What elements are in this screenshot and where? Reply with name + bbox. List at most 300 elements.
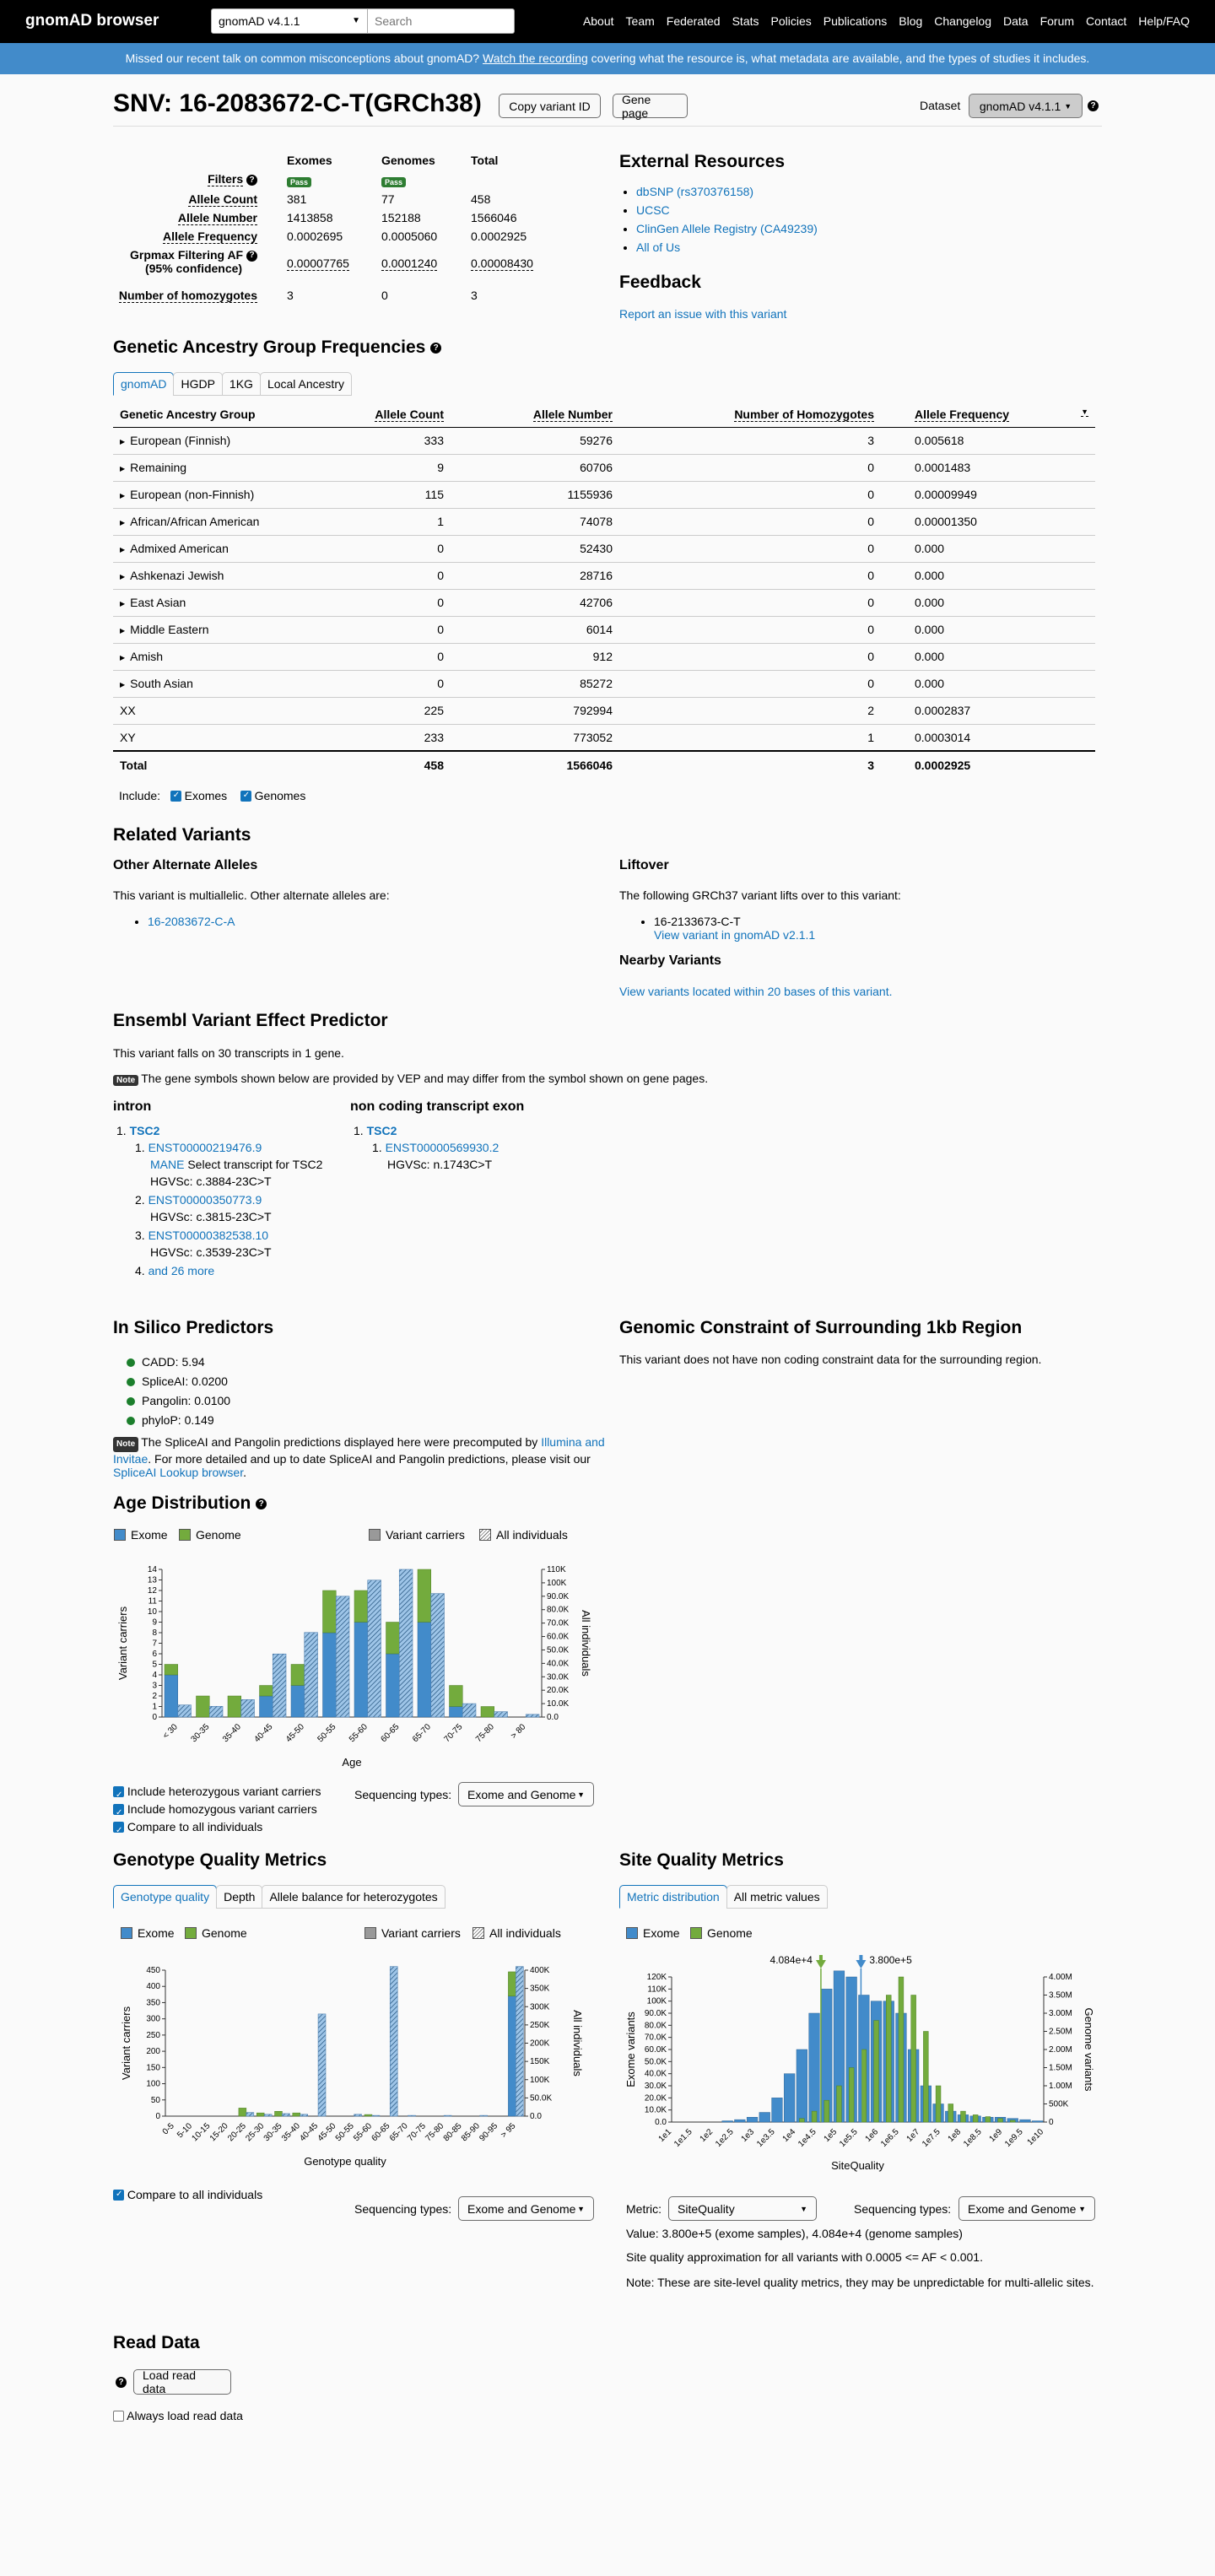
y-tick-label: 30.0K <box>644 2082 667 2091</box>
legend-label: All individuals <box>496 1528 568 1542</box>
report-issue-link[interactable]: Report an issue with this variant <box>619 307 787 321</box>
cell-af: 0.000 <box>881 535 1095 562</box>
liftover-text: The following GRCh37 variant lifts over to this variant: <box>619 888 901 902</box>
y-tick-label: 150 <box>146 2063 160 2073</box>
nav-link-changelog[interactable]: Changelog <box>934 14 992 28</box>
y-tick-label: 1 <box>152 1702 157 1712</box>
transcript-link[interactable]: ENST00000569930.2 <box>385 1141 500 1154</box>
grpmax-label-line1: Grpmax Filtering AF <box>130 248 244 262</box>
x-tick-label: 60-65 <box>379 1722 402 1745</box>
transcript-link[interactable]: ENST00000350773.9 <box>148 1193 262 1207</box>
vep-title: Ensembl Variant Effect Predictor <box>113 1011 388 1030</box>
gq-tabs <box>113 1885 445 1909</box>
x-tick-label: 55-60 <box>348 1722 370 1745</box>
y2-tick-label: 50.0K <box>530 2093 553 2103</box>
y2-axis-label: All individuals <box>571 2010 584 2076</box>
y-tick-label: 200 <box>146 2047 160 2057</box>
option-label: Compare to all individuals <box>127 1820 263 1833</box>
x-tick-label: < 30 <box>161 1722 180 1742</box>
dataset-dropdown-value: gnomAD v4.1.1 <box>979 99 1061 113</box>
intron-title: intron <box>113 1099 152 1114</box>
table-row[interactable] <box>113 427 1095 454</box>
illumina-link[interactable]: Illumina and Invitae <box>113 1435 605 1466</box>
y-tick-label: 110K <box>647 1985 667 1995</box>
search-input[interactable] <box>368 8 515 34</box>
x-tick-label: 1e9 <box>987 2127 1005 2144</box>
metric-select[interactable] <box>668 2196 817 2221</box>
grpmax-total: 0.00008430 <box>471 257 533 270</box>
related-variants-title: Related Variants <box>113 825 251 845</box>
col-allele-frequency[interactable] <box>881 402 1095 427</box>
nav-link-data[interactable]: Data <box>1003 14 1029 28</box>
expand-triangle-icon[interactable]: ▶ <box>120 654 126 662</box>
all-individuals-bar <box>480 2115 488 2116</box>
homozygotes-label <box>119 289 257 302</box>
ancestry-tabs <box>113 372 351 396</box>
x-tick-label: 45-50 <box>284 1722 306 1745</box>
tab-local-ancestry[interactable]: Local Ancestry <box>260 372 352 396</box>
clingen-link[interactable]: ClinGen Allele Registry (CA49239) <box>636 222 818 235</box>
exome-bar <box>735 2120 746 2122</box>
option-label: Include homozygous variant carriers <box>127 1802 317 1816</box>
table-row[interactable] <box>113 643 1095 670</box>
y2-tick-label: 50.0K <box>547 1645 570 1655</box>
liftover-variant: 16-2133673-C-T <box>654 915 741 928</box>
tab-metric-distribution[interactable]: Metric distribution <box>619 1885 727 1909</box>
gene-link-tsc2[interactable]: TSC2 <box>129 1124 160 1137</box>
y-tick-label: 100 <box>146 2079 160 2089</box>
exome-bar <box>759 2113 770 2122</box>
nearby-variants-link[interactable]: View variants located within 20 bases of this variant. <box>619 985 893 998</box>
age-options <box>113 1783 321 1836</box>
allele-frequency-exomes: 0.0002695 <box>287 230 343 243</box>
exome-bar <box>260 1696 273 1717</box>
pass-badge-exomes: Pass <box>287 177 311 187</box>
cell-an: 912 <box>451 643 619 670</box>
y-tick-label: 450 <box>146 1966 160 1975</box>
y-tick-label: 9 <box>152 1617 157 1628</box>
genome-bar <box>256 2113 264 2116</box>
y-tick-label: 120K <box>646 1973 667 1982</box>
dataset-select[interactable] <box>211 8 368 34</box>
x-axis-label: Genotype quality <box>304 2155 386 2168</box>
y-tick-label: 400 <box>146 1982 160 1992</box>
nav-link-contact[interactable]: Contact <box>1086 14 1127 28</box>
total-hom: 3 <box>619 751 881 778</box>
filters-label-text: Filters <box>208 172 244 186</box>
other-allele-link[interactable]: 16-2083672-C-A <box>148 915 235 928</box>
cell-af: 0.000 <box>881 616 1095 643</box>
include-filters <box>119 789 305 802</box>
col-exomes: Exomes <box>287 154 332 167</box>
y2-tick-label: 100K <box>530 2075 550 2085</box>
allele-count-genomes: 77 <box>381 192 395 206</box>
y-tick-label: 10 <box>147 1607 157 1617</box>
total-an: 1566046 <box>451 751 619 778</box>
gq-seq-select[interactable] <box>458 2196 594 2221</box>
cell-hom: 0 <box>619 589 881 616</box>
load-read-data-button[interactable]: Load read data <box>133 2369 231 2395</box>
help-icon[interactable]: ? <box>430 343 441 354</box>
y-tick-label: 0 <box>152 1713 157 1722</box>
genome-swatch <box>179 1529 191 1541</box>
y2-tick-label: 300K <box>530 2002 550 2012</box>
expand-triangle-icon[interactable]: ▶ <box>120 465 126 473</box>
table-row[interactable] <box>113 562 1095 589</box>
include-exomes-checkbox[interactable] <box>170 791 181 802</box>
mane-link[interactable]: MANE <box>150 1158 185 1171</box>
x-tick-label: > 80 <box>509 1722 528 1742</box>
nc-exon-list: 1. TSC2 1. ENST00000569930.2 HGVSc: n.1743C>T <box>354 1124 500 1171</box>
allele-count-total: 458 <box>471 192 491 206</box>
col-total: Total <box>471 154 499 167</box>
genome-bar <box>824 2100 829 2122</box>
exome-bar <box>796 2049 807 2122</box>
group-cell <box>113 616 316 643</box>
y-tick-label: 10.0K <box>644 2105 667 2115</box>
help-icon[interactable]: ? <box>246 251 257 262</box>
cell-an: 59276 <box>451 427 619 454</box>
x-tick-label: 35-40 <box>280 2121 302 2144</box>
y-tick-label: 300 <box>146 2014 160 2024</box>
note-badge: Note <box>113 1437 138 1452</box>
other-alleles-list <box>131 915 235 933</box>
y-tick-label: 5 <box>152 1660 157 1670</box>
compare-all-checkbox[interactable] <box>113 1822 124 1833</box>
group-cell <box>113 508 316 535</box>
group-cell <box>113 454 316 481</box>
cell-hom: 1 <box>619 724 881 751</box>
y-tick-label: 60.0K <box>644 2045 667 2055</box>
group-name: South Asian <box>130 677 193 690</box>
cell-ac: 225 <box>316 697 451 724</box>
ucsc-link[interactable]: UCSC <box>636 203 670 217</box>
nav-link-stats[interactable]: Stats <box>732 14 759 28</box>
all-individuals-bar <box>264 2114 272 2116</box>
y-tick-label: 0 <box>155 2112 160 2121</box>
cell-af: 0.0003014 <box>881 724 1095 751</box>
hom-carriers-checkbox[interactable] <box>113 1804 124 1815</box>
y-tick-label: 13 <box>147 1575 157 1585</box>
cadd-score: CADD: 5.94 <box>142 1355 205 1369</box>
genome-marker-label: 4.084e+4 <box>770 1954 813 1966</box>
top-navbar <box>0 0 1215 43</box>
allele-frequency-total: 0.0002925 <box>471 230 527 243</box>
cell-ac: 0 <box>316 616 451 643</box>
table-row[interactable] <box>113 535 1095 562</box>
y2-axis-label: Genome variants <box>1083 2007 1095 2092</box>
divider <box>113 126 1102 127</box>
all-individuals-bar <box>178 1705 192 1717</box>
gq-legend-carriers <box>364 1926 461 1940</box>
sq-approx-text: Site quality approximation for all variants with 0.0005 <= AF < 0.001. <box>626 2250 983 2264</box>
transcript-link[interactable]: ENST00000219476.9 <box>148 1141 262 1154</box>
option-label: Include heterozygous variant carriers <box>127 1785 321 1798</box>
external-resources-title: External Resources <box>619 152 786 171</box>
more-transcripts-link[interactable]: and 26 more <box>148 1264 215 1277</box>
sq-legend-genome <box>690 1926 753 1940</box>
gq-chart <box>113 1956 602 2175</box>
intron-list: 1. TSC2 1. ENST00000219476.9 MANE Select transcript for TSC2 HGVSc: c.3884-23C>T 2. ENST00000350773.9 HGVSc: c.3815-23C>T 3. ENST00000382538.10 HGVSc: c.3539-23C>T 4. and 26 more <box>116 1124 323 1277</box>
nav-link-publications[interactable]: Publications <box>823 14 888 28</box>
x-tick-label: 50-55 <box>316 1722 338 1745</box>
always-load <box>113 2409 243 2422</box>
cell-hom: 0 <box>619 670 881 697</box>
exome-marker-stem <box>859 1955 862 1962</box>
group-cell <box>113 643 316 670</box>
cell-ac: 233 <box>316 724 451 751</box>
genome-bar <box>849 2068 854 2123</box>
exome-bar <box>722 2121 733 2122</box>
exome-swatch <box>626 1927 638 1939</box>
exome-bar <box>418 1623 431 1718</box>
allele-number-label <box>178 211 257 224</box>
sq-title: Site Quality Metrics <box>619 1850 784 1870</box>
nav-link-team[interactable]: Team <box>625 14 655 28</box>
y2-tick-label: 1.00M <box>1049 2082 1072 2091</box>
include-genomes-checkbox[interactable] <box>240 791 251 802</box>
table-row <box>113 697 1095 724</box>
all-individuals-bar <box>408 2115 416 2116</box>
exome-bar <box>772 2098 783 2122</box>
dataset-select-value: gnomAD v4.1.1 <box>219 14 300 28</box>
compare-all-checkbox[interactable] <box>113 2190 124 2201</box>
banner-text: Missed our recent talk on common misconceptions about gnomAD? <box>125 51 480 65</box>
table-row[interactable] <box>113 454 1095 481</box>
status-dot <box>127 1358 135 1367</box>
metric-select-value: SiteQuality <box>678 2201 735 2216</box>
expand-triangle-icon[interactable]: ▶ <box>120 519 126 527</box>
age-seq-select[interactable] <box>458 1782 594 1806</box>
x-tick-label: 0-5 <box>160 2121 176 2137</box>
sq-note-text: Note: These are site-level quality metrics, they may be unpredictable for multi-allelic sites. <box>626 2276 1094 2289</box>
exome-bar <box>809 2013 820 2122</box>
option-label: Compare to all individuals <box>127 2188 263 2201</box>
age-legend-all <box>479 1528 568 1542</box>
group-cell <box>113 481 316 508</box>
group-name: Ashkenazi Jewish <box>130 569 224 582</box>
cell-an: 52430 <box>451 535 619 562</box>
x-tick-label: 65-70 <box>387 2121 410 2144</box>
nav-link-blog[interactable]: Blog <box>899 14 923 28</box>
sort-desc-icon: ▼ <box>1081 407 1088 416</box>
genome-bar <box>293 2113 300 2116</box>
genome-bar <box>239 2108 246 2116</box>
x-tick-label: 1e9.5 <box>1003 2127 1025 2149</box>
exome-bar <box>386 1654 400 1717</box>
all-individuals-bar <box>431 1594 445 1717</box>
genome-bar <box>998 2119 1003 2122</box>
y-axis-label: Variant carriers <box>120 2006 132 2081</box>
genome-bar <box>874 2021 879 2122</box>
all-individuals-bar <box>372 2115 380 2116</box>
genome-bar <box>861 2049 867 2122</box>
external-links <box>619 185 818 259</box>
y-tick-label: 70.0K <box>644 2033 667 2043</box>
col-group[interactable] <box>113 402 316 427</box>
tab-allele-balance[interactable]: Allele balance for heterozygotes <box>262 1885 445 1909</box>
liftover-link[interactable]: View variant in gnomAD v2.1.1 <box>654 928 816 942</box>
cell-ac: 0 <box>316 670 451 697</box>
tab-all-metric-values[interactable]: All metric values <box>726 1885 828 1909</box>
sq-seq-select[interactable] <box>958 2196 1095 2221</box>
y2-tick-label: 150K <box>530 2057 550 2067</box>
all-individuals-bar <box>390 1967 397 2116</box>
age-legend-carriers <box>369 1528 465 1542</box>
pangolin-score: Pangolin: 0.0100 <box>142 1394 231 1407</box>
insilico-note-text2: . For more detailed and up to date SpliceAI and Pangolin predictions, <box>148 1452 509 1466</box>
tab-gnomad[interactable]: gnomAD <box>113 372 174 396</box>
cell-af: 0.00009949 <box>881 481 1095 508</box>
genome-bar <box>386 1623 400 1655</box>
copy-variant-id-button[interactable]: Copy variant ID <box>499 94 601 118</box>
insilico-note-text4: . <box>243 1466 246 1479</box>
cell-an: 28716 <box>451 562 619 589</box>
cell-hom: 0 <box>619 481 881 508</box>
chevron-down-icon: ▼ <box>577 2204 585 2213</box>
group-name: European (Finnish) <box>130 434 231 447</box>
nav-link-forum[interactable]: Forum <box>1040 14 1075 28</box>
table-row[interactable] <box>113 589 1095 616</box>
tab-depth[interactable]: Depth <box>216 1885 262 1909</box>
homozygotes-exomes: 3 <box>287 289 294 302</box>
exome-marker-label: 3.800e+5 <box>869 1954 912 1966</box>
hgvs-text: HGVSc: c.3815-23C>T <box>150 1210 272 1223</box>
sq-chart <box>619 1945 1102 2177</box>
legend-label: Exome <box>643 1926 680 1940</box>
help-icon[interactable]: ? <box>256 1499 267 1509</box>
col-group-label: Genetic Ancestry Group <box>120 407 256 421</box>
help-icon[interactable]: ? <box>1088 100 1099 111</box>
spliceai-lookup-link[interactable]: SpliceAI Lookup browser <box>113 1466 244 1479</box>
legend-label: Exome <box>138 1926 175 1940</box>
banner-link[interactable]: Watch the recording <box>483 51 588 65</box>
cell-an: 1155936 <box>451 481 619 508</box>
y2-tick-label: 100K <box>547 1578 567 1588</box>
genome-bar <box>481 1707 494 1718</box>
feedback-title: Feedback <box>619 273 701 292</box>
expand-triangle-icon[interactable]: ▶ <box>120 492 126 500</box>
genome-bar <box>799 2119 804 2122</box>
expand-triangle-icon[interactable]: ▶ <box>120 573 126 581</box>
y2-tick-label: 0.0 <box>530 2112 542 2121</box>
expand-triangle-icon[interactable]: ▶ <box>120 546 126 554</box>
age-legend-genome <box>179 1528 241 1542</box>
table-row[interactable] <box>113 670 1095 697</box>
dataset-dropdown[interactable] <box>969 94 1083 118</box>
ancestry-title <box>113 338 441 358</box>
y2-tick-label: 1.50M <box>1049 2063 1072 2073</box>
hgvs-text: HGVSc: c.3539-23C>T <box>150 1245 272 1259</box>
genome-bar <box>812 2111 817 2122</box>
allele-number-total: 1566046 <box>471 211 517 224</box>
nav-link-about[interactable]: About <box>582 14 614 28</box>
x-tick-label: 1e3 <box>739 2127 757 2144</box>
ancestry-table <box>113 402 1095 778</box>
cell-hom: 0 <box>619 535 881 562</box>
x-tick-label: 90-95 <box>478 2121 500 2144</box>
tab-1kg[interactable]: 1KG <box>222 372 261 396</box>
brand-logo[interactable]: gnomAD browser <box>25 12 159 30</box>
y2-tick-label: 90.0K <box>547 1591 570 1601</box>
col-homozygotes[interactable] <box>619 402 881 427</box>
y-axis-label: Exome variants <box>624 2012 637 2087</box>
x-tick-label: 15-20 <box>208 2121 230 2144</box>
cell-af: 0.00001350 <box>881 508 1095 535</box>
table-row[interactable] <box>113 616 1095 643</box>
gene-link-tsc2[interactable]: TSC2 <box>366 1124 397 1137</box>
group-cell <box>113 724 316 751</box>
cell-ac: 1 <box>316 508 451 535</box>
all-individuals-bar <box>241 1699 255 1717</box>
legend-label: All individuals <box>489 1926 561 1940</box>
expand-triangle-icon[interactable]: ▶ <box>120 600 126 608</box>
allofus-link[interactable]: All of Us <box>636 240 681 254</box>
nav-link-federated[interactable]: Federated <box>666 14 721 28</box>
allele-frequency-genomes: 0.0005060 <box>381 230 438 243</box>
announcement-banner <box>0 43 1215 74</box>
y-tick-label: 3 <box>152 1681 157 1691</box>
exome-bar <box>1032 2121 1043 2122</box>
x-tick-label: 1e2 <box>698 2127 716 2144</box>
help-icon[interactable]: ? <box>246 175 257 186</box>
help-icon[interactable]: ? <box>116 2377 127 2388</box>
cell-ac: 0 <box>316 643 451 670</box>
dbsnp-link[interactable]: dbSNP (rs370376158) <box>636 185 754 198</box>
always-load-checkbox[interactable] <box>113 2411 124 2422</box>
gene-page-button[interactable]: Gene page <box>613 94 688 118</box>
group-cell <box>113 670 316 697</box>
expand-triangle-icon[interactable]: ▶ <box>120 438 126 446</box>
exome-bar <box>291 1686 305 1718</box>
col-allele-count[interactable] <box>316 402 451 427</box>
all-individuals-bar <box>516 1967 523 2116</box>
genome-bar <box>291 1665 305 1686</box>
tab-genotype-quality[interactable]: Genotype quality <box>113 1885 217 1909</box>
table-row[interactable] <box>113 481 1095 508</box>
x-tick-label: 45-50 <box>316 2121 338 2144</box>
col-allele-number[interactable] <box>451 402 619 427</box>
col-allele-number-label: Allele Number <box>532 407 613 421</box>
insilico-list <box>127 1353 230 1430</box>
x-tick-label: 35-40 <box>221 1722 243 1745</box>
genome-bar <box>197 1696 210 1717</box>
expand-triangle-icon[interactable]: ▶ <box>120 627 126 635</box>
nav-link-policies[interactable]: Policies <box>770 14 812 28</box>
expand-triangle-icon[interactable]: ▶ <box>120 681 126 689</box>
chevron-down-icon: ▼ <box>1064 101 1072 111</box>
tab-hgdp[interactable]: HGDP <box>173 372 222 396</box>
x-tick-label: 10-15 <box>190 2121 213 2144</box>
insilico-title: In Silico Predictors <box>113 1318 274 1337</box>
transcript-link[interactable]: ENST00000382538.10 <box>148 1229 269 1242</box>
genome-bar <box>973 2114 978 2122</box>
all-individuals-swatch <box>479 1529 491 1541</box>
y-tick-label: 100K <box>646 1996 667 2006</box>
y-tick-label: 50.0K <box>644 2057 667 2067</box>
cell-ac: 0 <box>316 562 451 589</box>
y-tick-label: 4 <box>152 1671 157 1680</box>
legend-label: Exome <box>131 1528 168 1542</box>
genome-bar <box>1010 2120 1015 2122</box>
y-tick-label: 14 <box>147 1565 157 1574</box>
gq-compare <box>113 2188 262 2201</box>
het-carriers-checkbox[interactable] <box>113 1786 124 1797</box>
table-row[interactable] <box>113 508 1095 535</box>
nav-link-help-faq[interactable]: Help/FAQ <box>1138 14 1190 28</box>
y2-tick-label: 0.0 <box>547 1713 559 1722</box>
grpmax-genomes: 0.0001240 <box>381 257 438 270</box>
